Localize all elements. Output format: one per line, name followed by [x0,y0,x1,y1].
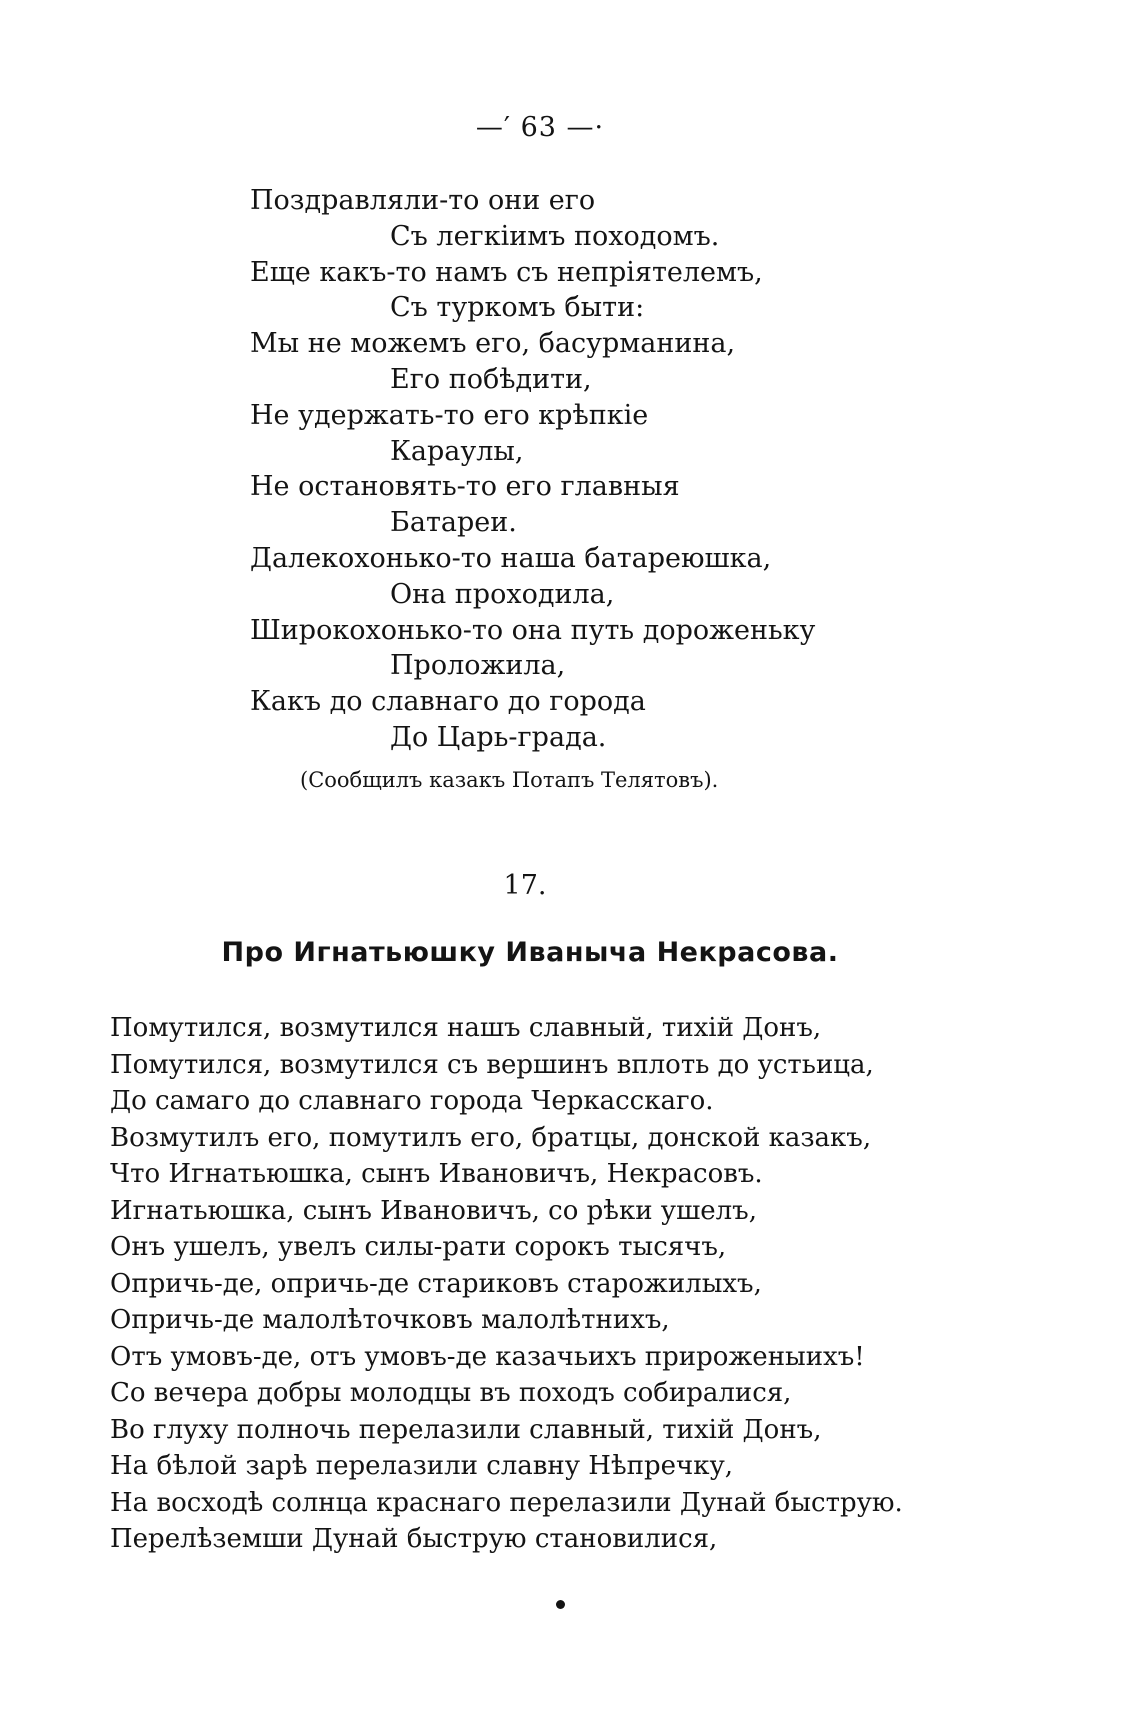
song-line: Что Игнатьюшка, сынъ Ивановичъ, Некрасовъ. [110,1159,763,1189]
song-line: Во глуху полночь перелазили славный, тихій Донъ, [110,1414,822,1445]
song-line: Перелѣземши Дунай быструю становилися, [110,1524,718,1554]
verse-line: Батареи. [390,507,517,539]
song-line: Помутился, возмутился съ вершинъ вплоть до устьица, [110,1049,874,1080]
song-line: До самаго до славнаго города Черкасскаго. [110,1086,714,1116]
song-line: Со вечера добры молодцы въ походъ собиралися, [110,1378,792,1408]
verse-line: Поздравляли-то они его [250,185,596,216]
verse-line: Не удержать-то его крѣпкіе [250,399,649,431]
verse-line: Еще какъ-то намъ съ непріятелемъ, [250,256,763,288]
verse-song [110,1010,1110,1558]
song-line: Игнатьюшка, сынъ Ивановичъ, со рѣки ушелъ, [110,1195,757,1226]
song-line: Помутился, возмутился нашъ славный, тихій Донъ, [110,1013,822,1043]
song-title: Про Игнатьюшку Иваныча Некрасова. [221,937,839,968]
verse-line: Она проходила, [390,578,615,610]
verse-line: Съ легкіимъ походомъ. [390,220,720,252]
verse-top [250,183,950,756]
verse-line: До Царь-града. [390,721,607,753]
verse-line: Проложила, [390,650,566,682]
song-line: Опричь-де, опричь-де стариковъ старожилыхъ, [110,1268,762,1299]
verse-line: Не остановять-то его главныя [250,471,680,503]
song-line: Опричь-де малолѣточковъ малолѣтнихъ, [110,1305,670,1335]
song-line: На бѣлой зарѣ перелазили славну Нѣпречку, [110,1451,734,1481]
verse-line: Мы не можемъ его, басурманина, [250,328,736,360]
ink-dot [556,1600,565,1609]
verse-line: Далекохонько-то наша батареюшка, [250,542,772,574]
verse-line: Его побѣдити, [390,363,592,395]
verse-line: Караулы, [390,435,524,467]
song-line: Онъ ушелъ, увелъ силы-рати сорокъ тысячъ, [110,1232,727,1262]
verse-line: Съ туркомъ быти: [390,292,645,324]
song-number: 17. [503,870,547,901]
song-line: Отъ умовъ-де, отъ умовъ-де казачьихъ прироженыихъ! [110,1341,865,1372]
song-line: На восходѣ солнца краснаго перелазили Дунай быструю. [110,1487,903,1518]
song-line: Возмутилъ его, помутилъ его, братцы, донской казакъ, [110,1122,872,1153]
page-number: —′ 63 —· [475,112,605,143]
verse-line: Какъ до славнаго до города [250,686,646,718]
attribution: (Сообщилъ казакъ Потапъ Телятовъ). [300,768,719,792]
verse-line: Широкохонько-то она путь дороженьку [250,614,816,646]
